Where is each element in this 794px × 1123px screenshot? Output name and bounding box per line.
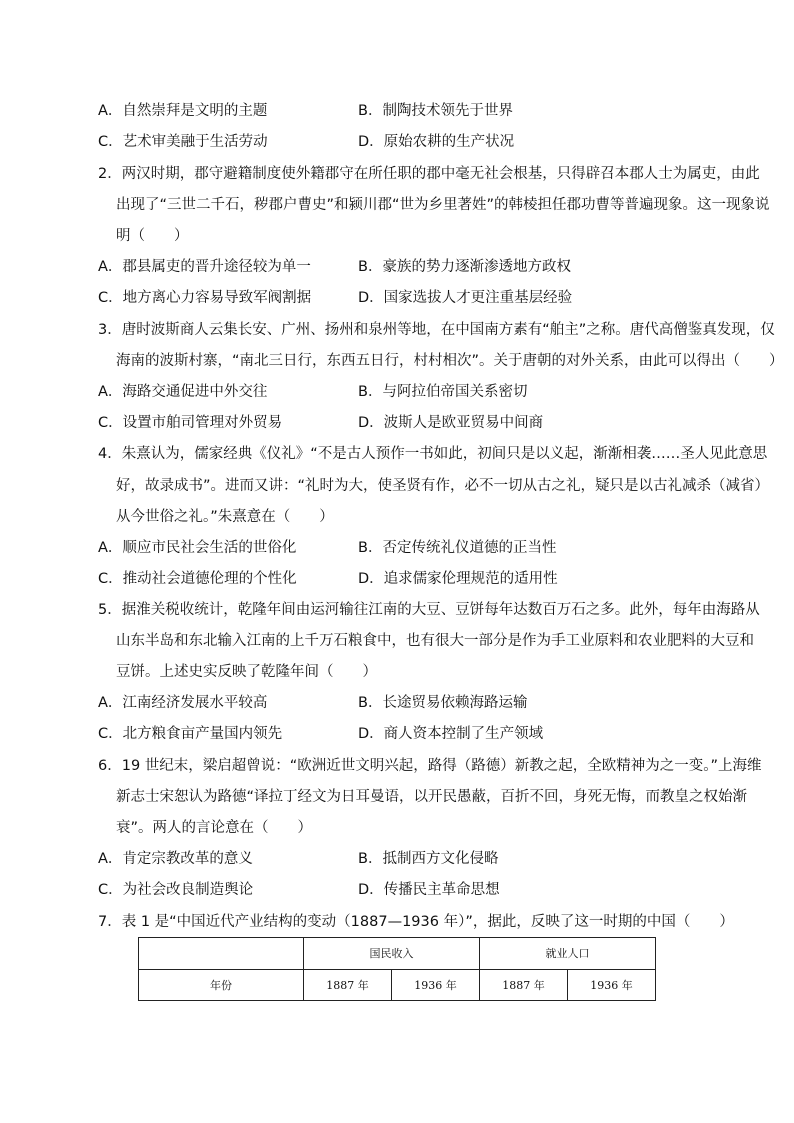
q6-stem-line3: 衰”。两人的言论意在（ ） (116, 820, 313, 836)
table-corner-cell (139, 938, 304, 970)
q7-stem-line1: 7．表 1 是“中国近代产业结构的变动（1887—1936 年）”，据此，反映了这一时期的中国（ ） (98, 914, 734, 930)
q5-option-b[interactable]: B．长途贸易依赖海路运输 (358, 695, 528, 711)
q4-stem-line1: 4．朱熹认为，儒家经典《仪礼》“不是古人预作一书如此，初间只是以义起，渐渐相袭……圣人见此意思 (98, 446, 768, 462)
q6-option-b[interactable]: B．抵制西方文化侵略 (358, 851, 499, 867)
q5-stem-line2: 山东半岛和东北输入江南的上千万石粮食中，也有很大一部分是作为手工业原料和农业肥料的大豆和 (116, 633, 754, 649)
q6-option-a[interactable]: A．肯定宗教改革的意义 (98, 851, 253, 867)
q1-option-c[interactable]: C．艺术审美融于生活劳动 (98, 134, 268, 150)
industry-structure-table (138, 937, 656, 1001)
q2-option-b[interactable]: B．豪族的势力逐渐渗透地方政权 (358, 259, 571, 275)
q5-option-d[interactable]: D．商人资本控制了生产领域 (358, 726, 544, 742)
q1-option-d[interactable]: D．原始农耕的生产状况 (358, 134, 515, 150)
q3-stem-line2: 海南的波斯村寨，“南北三日行，东西五日行，村村相次”。关于唐朝的对外关系，由此可以得出（ ） (116, 353, 784, 369)
q5-stem-line3: 豆饼。上述史实反映了乾隆年间（ ） (116, 664, 377, 680)
table-row (139, 969, 656, 1001)
q3-option-b[interactable]: B．与阿拉伯帝国关系密切 (358, 384, 528, 400)
table-cell-year: 1887 年 (304, 969, 392, 1001)
q6-stem-line2: 新志士宋恕认为路德“译拉丁经文为日耳曼语，以开民愚蔽，百折不回，身死无悔，而教皇之权始渐 (116, 789, 748, 805)
q3-stem-line1: 3．唐时波斯商人云集长安、广州、扬州和泉州等地，在中国南方素有“舶主”之称。唐代高僧鉴真发现，仅 (98, 322, 775, 338)
q5-option-a[interactable]: A．江南经济发展水平较高 (98, 695, 268, 711)
q6-stem-line1: 6．19 世纪末，梁启超曾说：“欧洲近世文明兴起，路得（路德）新教之起，全欧精神为之一变。”上海维 (98, 758, 762, 774)
table-cell-year: 1936 年 (392, 969, 480, 1001)
table-cell-year: 1887 年 (480, 969, 568, 1001)
q4-option-a[interactable]: A．顺应市民社会生活的世俗化 (98, 540, 297, 556)
q2-stem-line3: 明（ ） (116, 228, 189, 244)
q5-stem-line1: 5．据淮关税收统计，乾隆年间由运河输往江南的大豆、豆饼每年达数百万石之多。此外，每年由海路从 (98, 602, 760, 618)
q6-option-c[interactable]: C．为社会改良制造舆论 (98, 882, 254, 898)
table-header-income: 国民收入 (304, 938, 480, 970)
q4-option-c[interactable]: C．推动社会道德伦理的个性化 (98, 571, 297, 587)
q1-option-a[interactable]: A．自然崇拜是文明的主题 (98, 103, 268, 119)
q2-option-a[interactable]: A．郡县属吏的晋升途径较为单一 (98, 259, 311, 275)
table-header-row (139, 938, 656, 970)
q4-stem-line2: 好，故录成书”。进而又讲：“礼时为大，使圣贤有作，必不一切从古之礼，疑只是以古礼减杀（减省） (116, 478, 770, 494)
q2-option-d[interactable]: D．国家选拔人才更注重基层经验 (358, 290, 573, 306)
q4-option-b[interactable]: B．否定传统礼仪道德的正当性 (358, 540, 557, 556)
table-row-label: 年份 (139, 969, 304, 1001)
table-header-employment: 就业人口 (480, 938, 656, 970)
q2-option-c[interactable]: C．地方离心力容易导致军阀割据 (98, 290, 312, 306)
q5-option-c[interactable]: C．北方粮食亩产量国内领先 (98, 726, 283, 742)
q3-option-d[interactable]: D．波斯人是欧亚贸易中间商 (358, 415, 544, 431)
q4-option-d[interactable]: D．追求儒家伦理规范的适用性 (358, 571, 558, 587)
table-cell-year: 1936 年 (568, 969, 656, 1001)
q2-stem-line2: 出现了“三世二千石，秽郡户曹史”和颍川郡“世为乡里著姓”的韩棱担任郡功曹等普遍现象。这一现象说 (116, 197, 770, 213)
q3-option-c[interactable]: C．设置市舶司管理对外贸易 (98, 415, 283, 431)
q2-stem-line1: 2．两汉时期，郡守避籍制度使外籍郡守在所任职的郡中毫无社会根基，只得辟召本郡人士为属吏，由此 (98, 166, 760, 182)
q1-option-b[interactable]: B．制陶技术领先于世界 (358, 103, 513, 119)
q6-option-d[interactable]: D．传播民主革命思想 (358, 882, 500, 898)
q4-stem-line3: 从今世俗之礼。”朱熹意在（ ） (116, 509, 334, 525)
q3-option-a[interactable]: A．海路交通促进中外交往 (98, 384, 268, 400)
